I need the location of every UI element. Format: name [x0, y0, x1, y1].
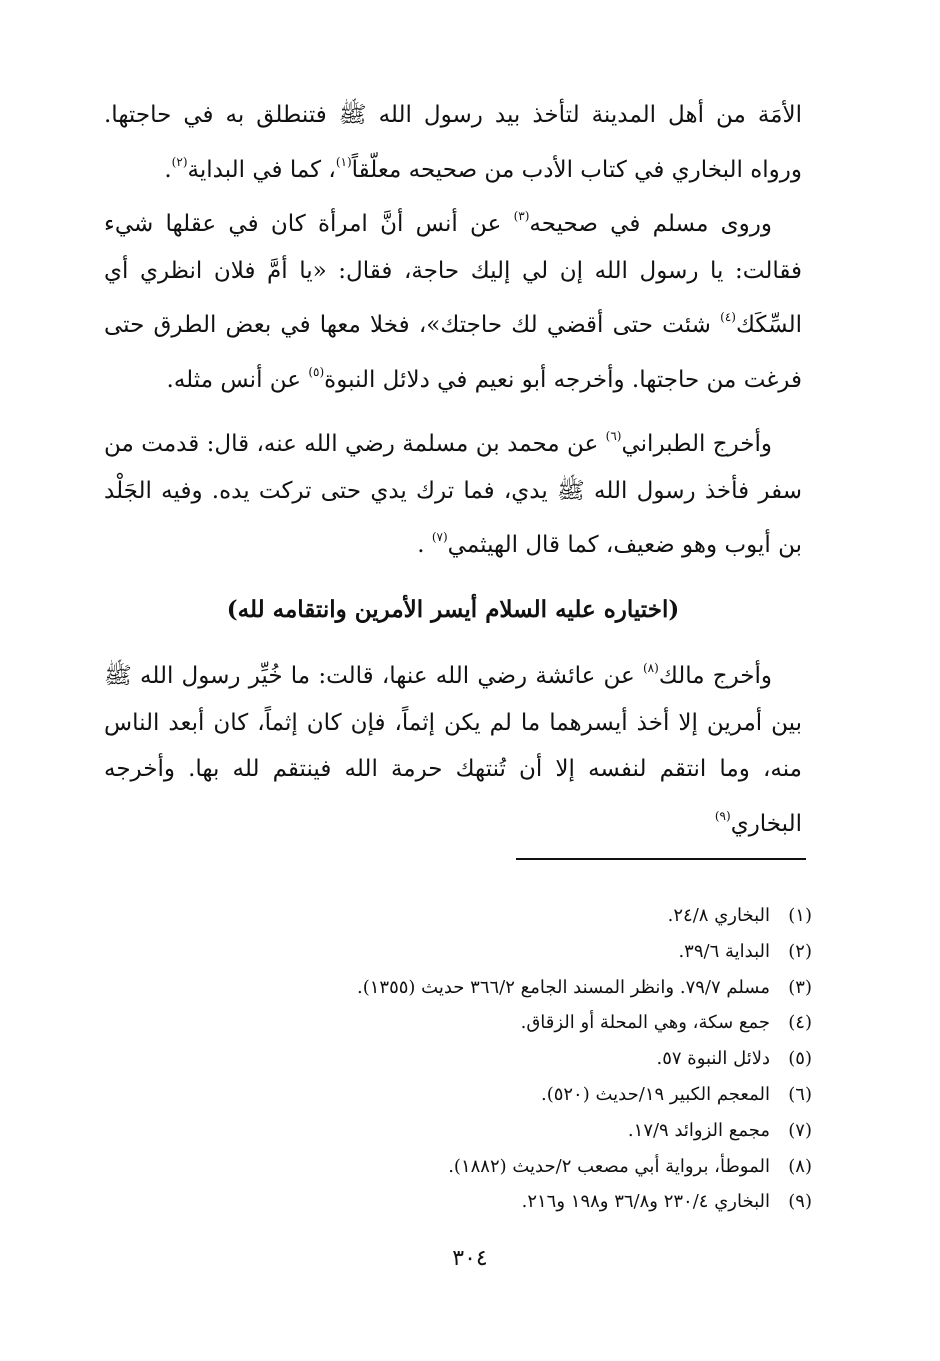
footnote-ref: (٦) [605, 429, 622, 443]
paragraph-4 [104, 645, 802, 847]
footnote-ref: (١) [335, 154, 352, 169]
footnote-text: البخاري ٢٤/٨. [667, 905, 770, 926]
paragraph-text: . [417, 532, 432, 558]
footnote-ref: (٥) [308, 364, 325, 379]
paragraph-text: عن محمد بن مسلمة رضي الله عنه، قال: قدمت من سفر فأخذ رسول الله ﷺ يدي، فما ترك يدي حتى تركت يده. وفيه الجَلْد بن أيوب وهو ضعيف، كما قال الهيثمي [104, 431, 802, 558]
footnote [212, 1113, 812, 1149]
footnote [212, 934, 812, 970]
footnote-text: دلائل النبوة ٥٧. [656, 1048, 770, 1070]
footnote-number: (٤) [788, 1012, 812, 1034]
footnote-number: (٥) [788, 1048, 812, 1070]
paragraph-text: شئت حتى أقضي لك حاجتك»، فخلا معها في بعض الطرق حتى فرغت من حاجتها. وأخرجه أبو نعيم في دلائل النبوة [104, 312, 802, 393]
paragraph-2 [104, 193, 802, 403]
footnote-text: مسلم ٧٩/٧. وانظر المسند الجامع ٣٦٦/٢ حديث (١٣٥٥). [357, 976, 770, 998]
paragraph-text: وأخرج مالك [658, 663, 772, 689]
footnote [212, 1149, 812, 1185]
paragraph-text: ، كما في البداية [187, 156, 336, 183]
page-number: ٣٠٤ [452, 1246, 488, 1271]
footnote-text: الموطأ، برواية أبي مصعب ٢/حديث (١٨٨٢). [448, 1155, 770, 1177]
footnote [212, 970, 812, 1006]
paragraph-text: وأخرج الطبراني [621, 431, 773, 457]
footnote-text: البخاري ٢٣٠/٤ و٣٦/٨ و١٩٨ و٢١٦. [521, 1191, 770, 1213]
footnote [212, 1184, 812, 1220]
paragraph-text: وروى مسلم في صحيحه [529, 211, 772, 237]
paragraph-text: عن أنس أنَّ امرأة كان في عقلها شيء فقالت: يا رسول الله إن لي إليك حاجة، فقال: «يا أمَّ فلان انظري أي السِّكَك [104, 211, 802, 338]
footnote [212, 1005, 812, 1041]
footnote-ref: (٣) [513, 209, 530, 223]
main-text [104, 92, 802, 847]
footnote [212, 1077, 812, 1113]
footnote-ref: (٩) [714, 808, 731, 823]
footnote-number: (١) [788, 905, 812, 926]
footnote-number: (٩) [788, 1191, 812, 1213]
footnote-number: (٨) [788, 1155, 812, 1177]
paragraph-text: . [164, 156, 172, 183]
paragraph-text: الأمَة من أهل المدينة لتأخذ بيد رسول الله ﷺ فتنطلق به في حاجتها. ورواه البخاري في كتاب الأدب من صحيحه معلّقاً [104, 102, 802, 183]
footnote-number: (٢) [788, 940, 812, 962]
footnote-number: (٦) [788, 1083, 812, 1105]
footnote-divider [516, 858, 806, 860]
footnote-ref: (٤) [720, 310, 736, 324]
paragraph-text: عن أنس مثله. [166, 366, 309, 393]
footnote-text: المعجم الكبير ١٩/حديث (٥٢٠). [540, 1083, 770, 1105]
section-heading: (اختياره عليه السلام أيسر الأمرين وانتقامه لله) [226, 595, 680, 623]
footnote-text: مجمع الزوائد ١٧/٩. [627, 1119, 770, 1141]
footnote-text: البداية ٣٩/٦. [678, 940, 770, 962]
paragraph-1 [104, 92, 802, 193]
footnote [212, 898, 812, 934]
footnote-text: جمع سكة، وهي المحلة أو الزقاق. [520, 1012, 770, 1034]
footnote-number: (٣) [788, 976, 812, 998]
footnote-ref: (٧) [431, 530, 448, 544]
footnote-ref: (٢) [171, 154, 188, 169]
footnote-ref: (٨) [642, 661, 659, 675]
footnote-number: (٧) [788, 1119, 812, 1141]
paragraph-text: عن عائشة رضي الله عنها، قالت: ما خُيِّر رسول الله ﷺ بين أمرين إلا أخذ أيسرهما ما لم يكن إثماً، فإن كان إثماً، كان أبعد الناس منه، وما انتقم لنفسه إلا أن تُنتهك حرمة الله فينتقم لله بها. وأخرجه البخاري [104, 663, 802, 837]
paragraph-3 [104, 413, 802, 569]
footnotes [212, 898, 812, 1220]
footnote [212, 1041, 812, 1077]
